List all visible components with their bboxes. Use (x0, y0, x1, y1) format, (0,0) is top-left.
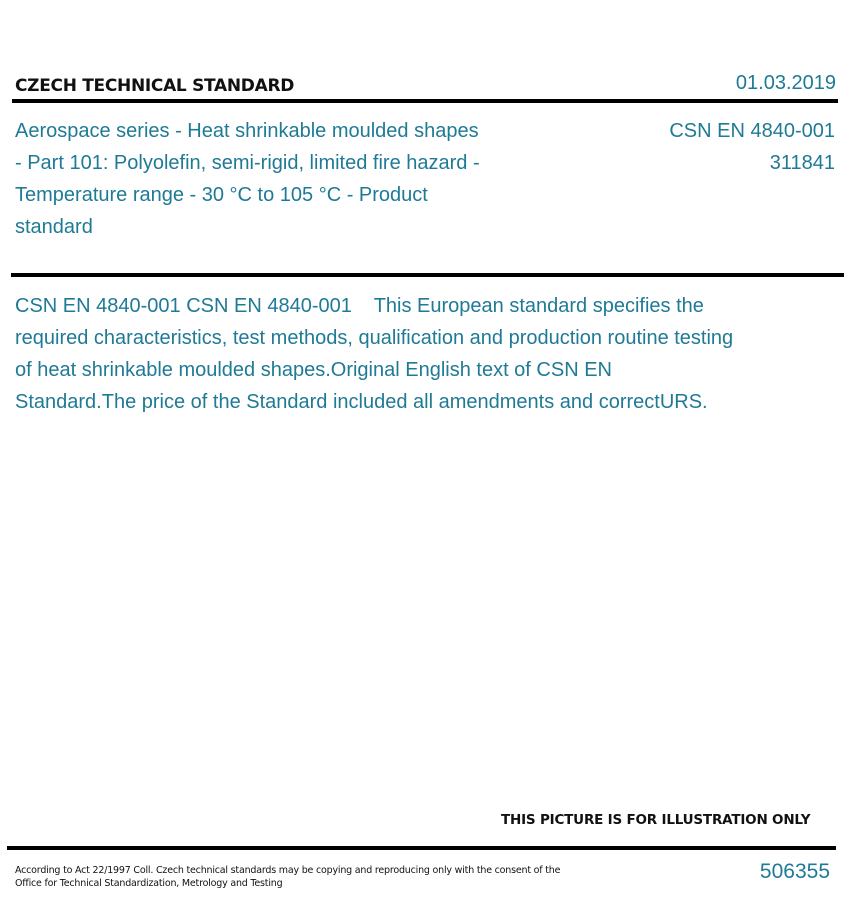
standard-code: CSN EN 4840-001 (669, 120, 835, 142)
classification-number: 311841 (769, 152, 835, 174)
section-divider (11, 273, 844, 277)
illustration-note: THIS PICTURE IS FOR ILLUSTRATION ONLY (501, 812, 811, 828)
publication-date: 01.03.2019 (735, 72, 836, 94)
document-type-label: CZECH TECHNICAL STANDARD (15, 76, 295, 96)
header-divider (12, 99, 838, 103)
standard-code-block (669, 115, 835, 179)
catalog-number: 506355 (759, 860, 830, 883)
standard-description: CSN EN 4840-001 CSN EN 4840-001 This European standard specifies the required characteristics, test methods, qualification and production routine testing of heat shrinkable moulded shapes.Original English text of CSN EN Standard.The price of the Standard included all amendments and correctURS. (15, 295, 739, 413)
standard-title: Aerospace series - Heat shrinkable moulded shapes - Part 101: Polyolefin, semi-rigid, limited fire hazard - Temperature range - 30 °C to 105 °C - Product standard (15, 120, 480, 238)
legal-notice: According to Act 22/1997 Coll. Czech technical standards may be copying and reproducing only with the consent of the Office for Technical Standardization, Metrology and Testing (15, 865, 561, 889)
footer-divider (7, 846, 836, 850)
